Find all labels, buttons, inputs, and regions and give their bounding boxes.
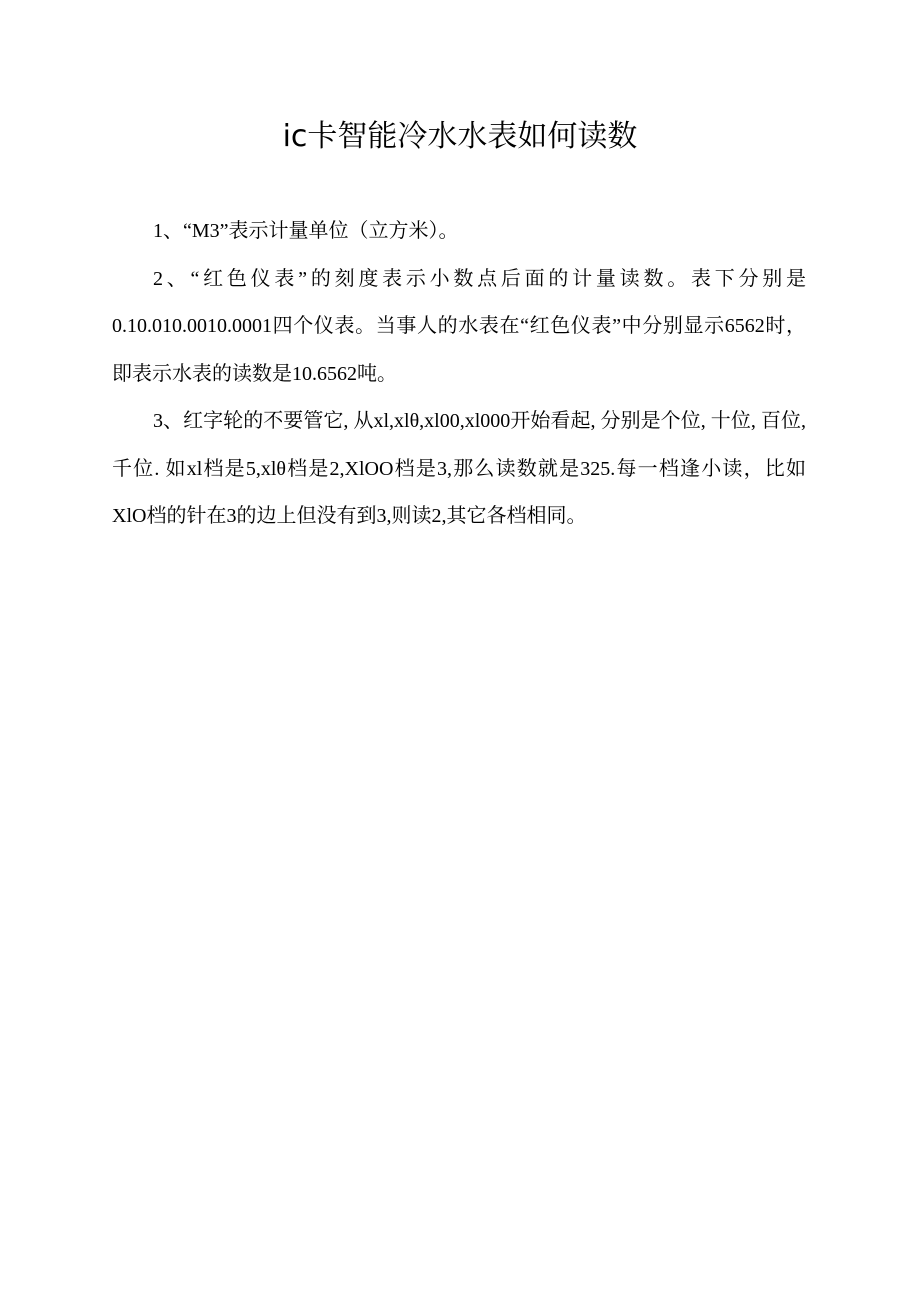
paragraph-reading-method: 3、红字轮的不要管它, 从xl,xlθ,xl00,xl000开始看起, 分别是个位, 十位, 百位, 千位. 如xl档是5,xlθ档是2,XlOO档是3,那么读数就是325.每一档逢小读，比如XlO档的针在3的边上但没有到3,则读2,其它各档相同。 xyxy=(112,410,806,527)
paragraph-unit-of-measure: 1、“M3”表示计量单位（立方米）。 xyxy=(153,220,459,242)
document-body xyxy=(112,208,806,541)
document-title: ic卡智能冷水水表如何读数 xyxy=(282,119,638,154)
paragraph-red-dials: 2、“红色仪表”的刻度表示小数点后面的计量读数。表下分别是0.10.010.0010.0001四个仪表。当事人的水表在“红色仪表”中分别显示6562时，即表示水表的读数是10.6562吨。 xyxy=(112,267,806,385)
